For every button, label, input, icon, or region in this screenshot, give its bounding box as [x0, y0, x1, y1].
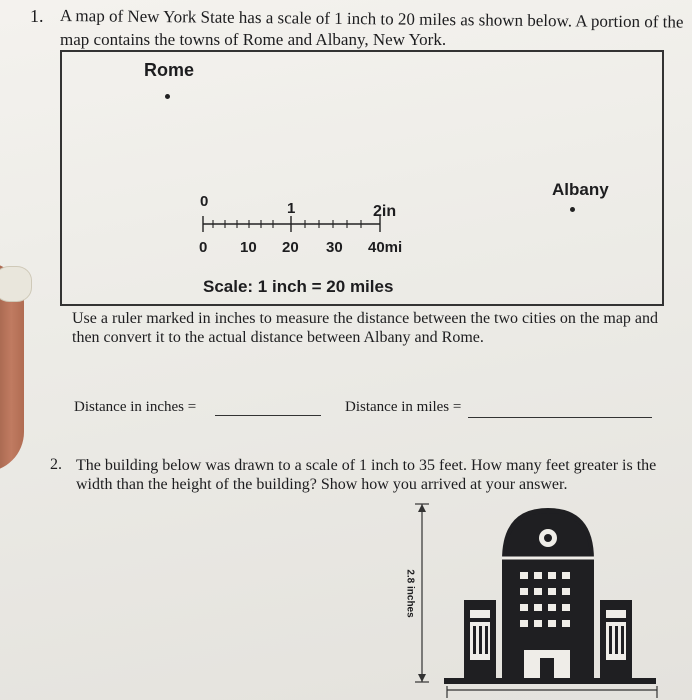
distance-inches-blank[interactable] [215, 414, 321, 416]
mile-tick-40: 40mi [368, 239, 403, 256]
scale-caption: Scale: 1 inch = 20 miles [203, 277, 394, 296]
map-box [60, 50, 664, 306]
height-label: 2.8 inches [404, 569, 416, 618]
rome-dot [165, 94, 170, 99]
fingernail [0, 266, 32, 302]
width-dimension-line [445, 686, 660, 700]
question-1-text-line-1: A map of New York State has a scale of 1 inch to 20 miles as shown below. A portion of the [59, 6, 684, 32]
mile-tick-20: 20 [282, 239, 299, 256]
mile-tick-30: 30 [326, 239, 343, 256]
question-1-number: 1. [30, 6, 44, 26]
distance-inches-label: Distance in inches = [74, 399, 197, 415]
albany-label: Albany [552, 180, 609, 199]
question-2-text: The building below was drawn to a scale of 1 inch to 35 feet. How many feet greater is the width than the height of the building? Show how you arrived at your answer. [76, 457, 657, 493]
inch-tick-1: 1 [287, 200, 296, 217]
distance-miles-blank[interactable] [468, 416, 652, 418]
mile-tick-0: 0 [199, 239, 208, 256]
rome-label: Rome [144, 60, 195, 80]
inch-tick-2: 2in [373, 203, 397, 220]
building-drawing [440, 500, 660, 690]
question-2-number: 2. [50, 456, 62, 473]
scale-ruler [195, 212, 395, 234]
inch-tick-0: 0 [200, 193, 209, 210]
question-1-instruction: Use a ruler marked in inches to measure the distance between the two cities on the map and then convert it to the actual distance between Albany and Rome. [72, 310, 659, 346]
distance-miles-label: Distance in miles = [345, 399, 462, 415]
question-1-text-line-2: map contains the towns of Rome and Albany, New York. [60, 30, 447, 49]
albany-dot [570, 207, 575, 212]
mile-tick-10: 10 [240, 239, 257, 256]
